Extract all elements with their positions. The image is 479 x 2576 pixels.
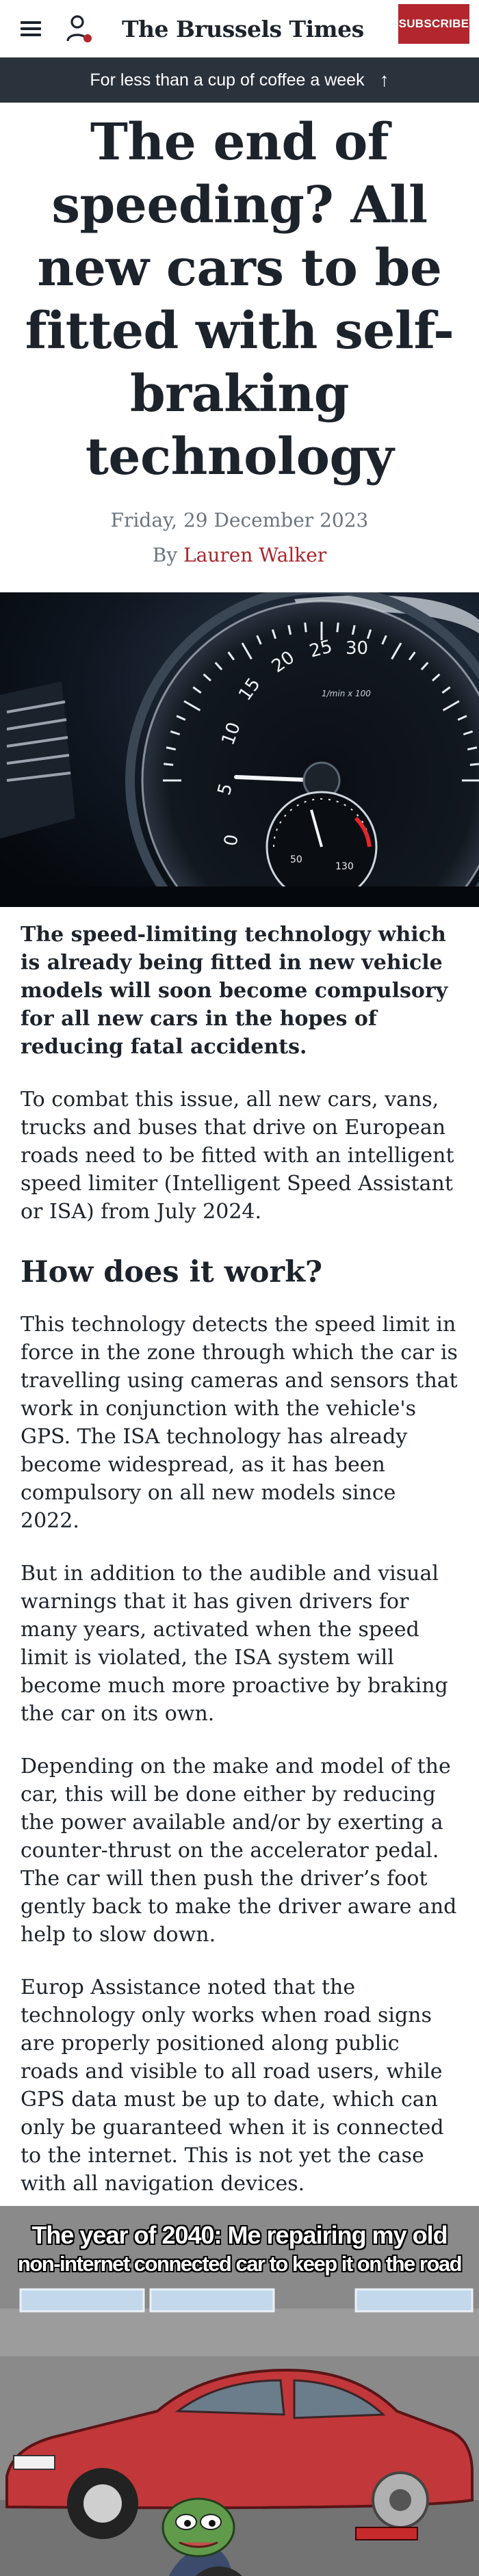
byline-prefix: By xyxy=(152,544,184,566)
dial-number-0: 0 xyxy=(220,832,243,848)
article-date: Friday, 29 December 2023 xyxy=(110,509,369,531)
article-paragraph-2: This technology detects the speed limit in force in the zone through which the car is travelling using cameras and sensors that work in conjunction with the vehicle's GPS. The ISA technology has already become widespread, as it has been compulsory on all new models since 2022. xyxy=(21,1313,458,1533)
article-title: The end of speeding? All new cars to be fitted with self-braking technology xyxy=(25,113,454,486)
site-header xyxy=(0,0,479,57)
author-link[interactable]: Lauren Walker xyxy=(183,544,327,566)
dial-unit-label: 1/min x 100 xyxy=(322,689,371,698)
subscribe-button[interactable]: SUBSCRIBE xyxy=(398,4,469,44)
article-body xyxy=(0,921,479,2198)
meme-caption-line-1: The year of 2040: Me repairing my old xyxy=(31,2221,448,2249)
dial-number-30: 30 xyxy=(346,638,369,659)
dial-tick xyxy=(305,622,306,632)
promo-banner[interactable] xyxy=(0,57,479,103)
dial-number-20: 20 xyxy=(268,647,299,677)
user-account-icon[interactable] xyxy=(66,14,93,44)
dial-number-25: 25 xyxy=(307,636,335,662)
dial-tick xyxy=(337,622,338,632)
article-paragraph-3: But in addition to the audible and visual warnings that it has given drivers for many years, activated when the speed limit is violated, the ISA system will become much more proactive by braking the car on its own. xyxy=(21,1562,448,1726)
hamburger-menu-icon[interactable] xyxy=(21,21,41,36)
temp-high-label: 130 xyxy=(335,861,354,872)
dial-number-15: 15 xyxy=(235,674,265,705)
article-byline xyxy=(0,544,479,566)
arrow-up-icon: ↑ xyxy=(379,69,389,90)
temp-low-label: 50 xyxy=(290,854,302,865)
meme-caption-line-2: non-internet connected car to keep it on the road xyxy=(17,2252,462,2276)
dial-number-10: 10 xyxy=(218,720,245,748)
article-paragraph-1: To combat this issue, all new cars, vans, trucks and buses that drive on European roads need to be fitted with an intelligent speed limiter (Intelligent Speed Assistant or ISA) from July 2024. xyxy=(21,1088,454,1224)
article-paragraph-4: Depending on the make and model of the car, this will be done either by reducing the power available and/or by exerting a counter-thrust on the accelerator pedal. The car will then push the driver’s foot gently back to make the driver aware and help to slow down. xyxy=(21,1754,457,1947)
site-logo[interactable]: The Brussels Times xyxy=(122,15,364,42)
article-paragraph-5: Europ Assistance noted that the technology only works when road signs are properly positioned along public roads and visible to all road users, while GPS data must be up to date, which can only be guaranteed when it is connected to the internet. This is not yet the case with all navigation devices. xyxy=(21,1975,444,2196)
section-heading: How does it work? xyxy=(21,1255,323,1289)
dial-tick xyxy=(164,764,173,765)
promo-text: For less than a cup of coffee a week xyxy=(90,70,365,90)
speedometer-hero-image xyxy=(0,592,479,907)
meme-image xyxy=(0,2206,479,2576)
article-lead: The speed-limiting technology which is already being fitted in new vehicle models will soon become compulsory for all new cars in the hopes of reducing fatal accidents. xyxy=(21,923,448,1059)
dial-tick xyxy=(470,764,479,765)
dial-number-5: 5 xyxy=(213,781,237,798)
